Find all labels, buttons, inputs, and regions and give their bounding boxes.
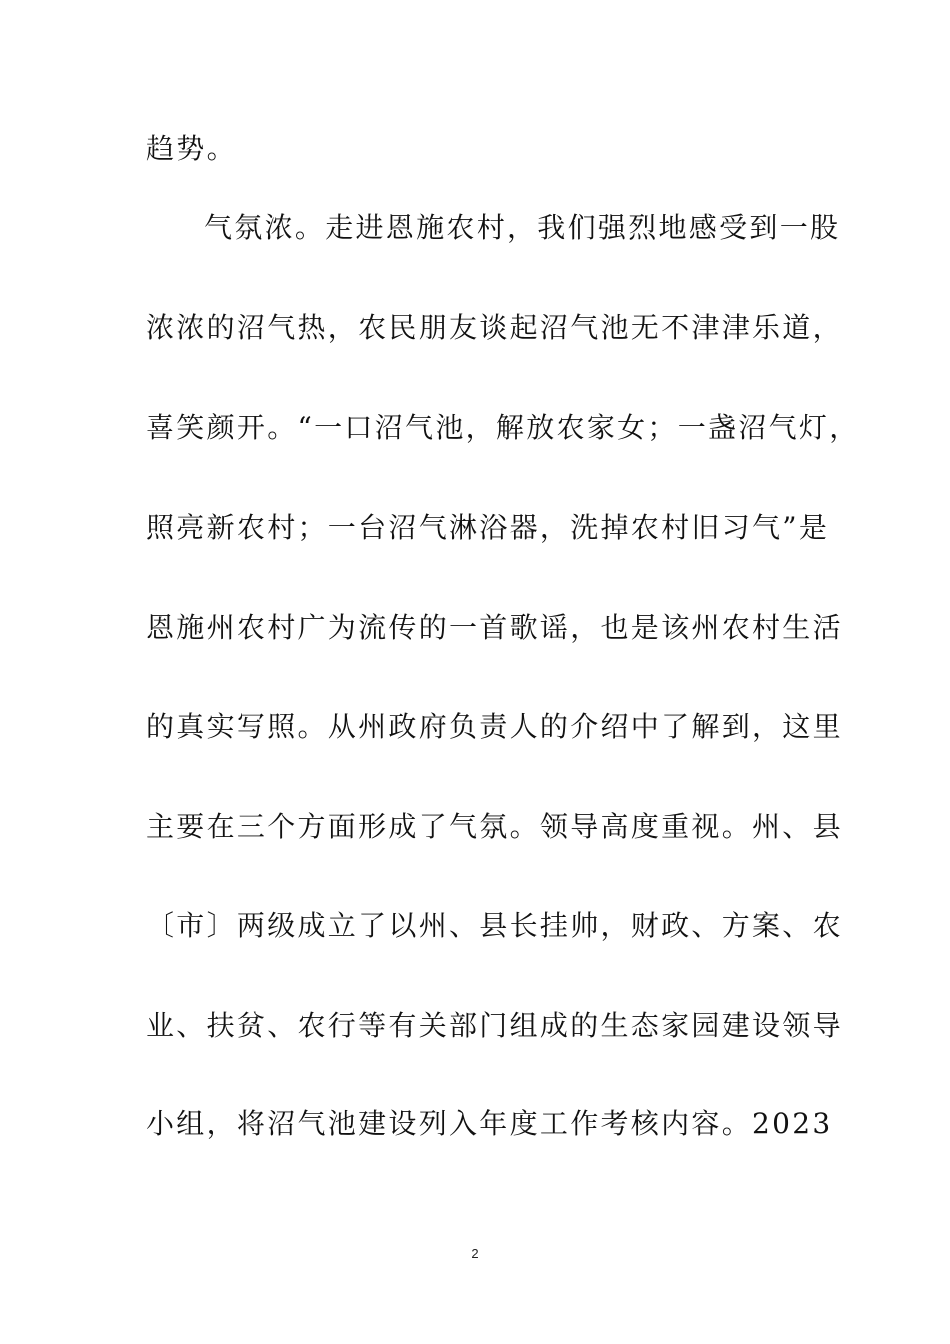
text-line: 趋势。 bbox=[146, 132, 237, 165]
page-number: 2 bbox=[471, 1246, 479, 1261]
text-line: 恩施州农村广为流传的一首歌谣，也是该州农村生活 bbox=[146, 611, 843, 644]
text-line: 业、扶贫、农行等有关部门组成的生态家园建设领导 bbox=[146, 1009, 843, 1042]
text-line: 喜笑颜开。“一口沼气池，解放农家女；一盏沼气灯， bbox=[146, 411, 860, 444]
text-line: 照亮新农村；一台沼气淋浴器，洗掉农村旧习气”是 bbox=[146, 511, 830, 544]
text-line: 主要在三个方面形成了气氛。领导高度重视。州、县 bbox=[146, 810, 843, 843]
text-line: 〔市〕两级成立了以州、县长挂帅，财政、方案、农 bbox=[146, 909, 843, 942]
paragraph-first-line: 气氛浓。走进恩施农村，我们强烈地感受到一股 bbox=[204, 211, 841, 244]
text-line: 的真实写照。从州政府负责人的介绍中了解到，这里 bbox=[146, 710, 843, 743]
text-line: 浓浓的沼气热，农民朋友谈起沼气池无不津津乐道， bbox=[146, 311, 843, 344]
text-line: 小组，将沼气池建设列入年度工作考核内容。2023 bbox=[146, 1107, 833, 1140]
